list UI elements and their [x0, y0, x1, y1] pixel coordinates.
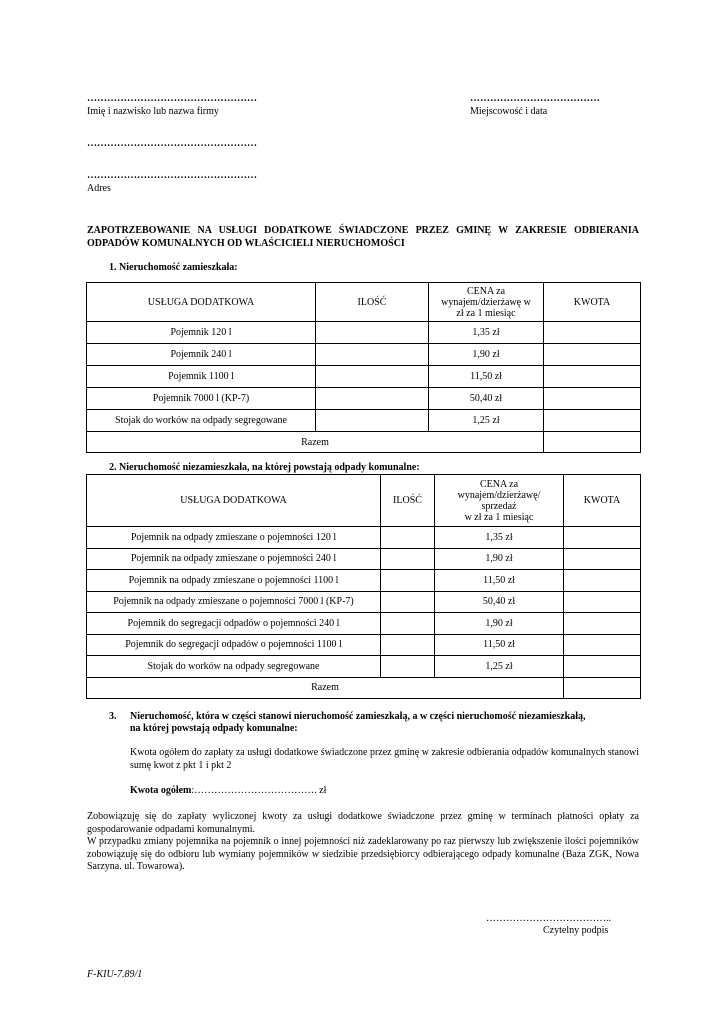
price-cell: 11,50 zł	[435, 570, 564, 592]
section2-header-row	[87, 475, 641, 527]
service-cell: Stojak do worków na odpady segregowane	[87, 656, 381, 678]
service-cell: Pojemnik do segregacji odpadów o pojemności 240 l	[87, 613, 381, 635]
table-row	[87, 322, 641, 344]
name-label: Imię i nazwisko lub nazwa firmy	[87, 106, 219, 117]
qty-cell[interactable]	[316, 322, 429, 344]
amount-cell[interactable]	[544, 344, 641, 366]
qty-cell[interactable]	[381, 527, 435, 549]
qty-cell[interactable]	[381, 570, 435, 592]
section1-col-amount: KWOTA	[544, 283, 641, 322]
amount-cell[interactable]	[564, 527, 641, 549]
section1-total-row	[87, 432, 641, 453]
section1-table	[86, 282, 641, 453]
price-cell: 50,40 zł	[435, 591, 564, 613]
service-cell: Pojemnik na odpady zmieszane o pojemności 1100 l	[87, 570, 381, 592]
price-cell: 1,35 zł	[429, 322, 544, 344]
name-dots: ……………………………………………	[87, 93, 257, 104]
address-dots-1: ……………………………………………	[87, 138, 257, 149]
price-cell: 1,90 zł	[435, 613, 564, 635]
service-cell: Pojemnik 240 l	[87, 344, 316, 366]
table-row	[87, 570, 641, 592]
service-cell: Pojemnik na odpady zmieszane o pojemności 240 l	[87, 548, 381, 570]
amount-cell[interactable]	[544, 366, 641, 388]
amount-cell[interactable]	[544, 410, 641, 432]
qty-cell[interactable]	[381, 548, 435, 570]
service-cell: Pojemnik na odpady zmieszane o pojemności 120 l	[87, 527, 381, 549]
section1-heading: 1. Nieruchomość zamieszkała:	[109, 262, 238, 273]
qty-cell[interactable]	[316, 410, 429, 432]
amount-cell[interactable]	[564, 613, 641, 635]
qty-cell[interactable]	[381, 591, 435, 613]
section3-text: Kwota ogółem do zapłaty za usługi dodatkowe świadczone przez gminę w zakresie odbierania odpadów komunalnych stanowi sumę kwot z pkt 1 i pkt 2	[130, 747, 639, 771]
amount-cell[interactable]	[564, 591, 641, 613]
total-label: Kwota ogółem	[130, 785, 192, 796]
qty-cell[interactable]	[381, 634, 435, 656]
address-dots-2: ……………………………………………	[87, 170, 257, 181]
total-amount-cell[interactable]	[544, 432, 641, 453]
table-row	[87, 388, 641, 410]
place-date-label: Miejscowość i data	[470, 106, 548, 117]
table-row	[87, 634, 641, 656]
price-cell: 1,35 zł	[435, 527, 564, 549]
section1-header-row	[87, 283, 641, 322]
price-cell: 1,90 zł	[435, 548, 564, 570]
section2-col-qty: ILOŚĆ	[381, 475, 435, 527]
section3-total	[130, 785, 326, 797]
table-row	[87, 591, 641, 613]
total-label: Razem	[87, 432, 544, 453]
section2-table	[86, 474, 641, 699]
table-row	[87, 410, 641, 432]
section3-heading-line2: na której powstają odpady komunalne:	[130, 723, 298, 734]
table-row	[87, 548, 641, 570]
service-cell: Stojak do worków na odpady segregowane	[87, 410, 316, 432]
qty-cell[interactable]	[316, 344, 429, 366]
section2-heading: 2. Nieruchomość niezamieszkała, na której powstają odpady komunalne:	[109, 462, 420, 473]
table-row	[87, 527, 641, 549]
table-row	[87, 613, 641, 635]
amount-cell[interactable]	[564, 548, 641, 570]
service-cell: Pojemnik 1100 l	[87, 366, 316, 388]
price-cell: 1,25 zł	[435, 656, 564, 678]
table-row	[87, 656, 641, 678]
service-cell: Pojemnik do segregacji odpadów o pojemności 1100 l	[87, 634, 381, 656]
price-cell: 1,90 zł	[429, 344, 544, 366]
price-cell: 50,40 zł	[429, 388, 544, 410]
declaration-container-change: W przypadku zmiany pojemnika na pojemnik o innej pojemności niż zadeklarowany po raz pierwszy lub zwiększenie ilości pojemników zobowiązuję się do odbioru lub wymiany pojemników w siedzibie przedsiębiorcy odbierającego odpady komunalne (Baza ZGK, Nowa Sarzyna. ul. Towarowa).	[87, 836, 639, 872]
section2-total-row	[87, 677, 641, 699]
signature-dots[interactable]: ………………………………..	[486, 913, 611, 924]
qty-cell[interactable]	[381, 656, 435, 678]
amount-cell[interactable]	[564, 570, 641, 592]
table-row	[87, 344, 641, 366]
section1-col-price: CENA za wynajem/dzierżawę w zł za 1 miesiąc	[429, 283, 544, 322]
total-label: Razem	[87, 677, 564, 699]
section1-col-qty: ILOŚĆ	[316, 283, 429, 322]
section2-col-amount: KWOTA	[564, 475, 641, 527]
price-cell: 11,50 zł	[435, 634, 564, 656]
price-cell: 11,50 zł	[429, 366, 544, 388]
section3-number: 3.	[109, 711, 117, 722]
address-label: Adres	[87, 183, 111, 194]
document-title: ZAPOTRZEBOWANIE NA USŁUGI DODATKOWE ŚWIADCZONE PRZEZ GMINĘ W ZAKRESIE ODBIERANIA ODPADÓW KOMUNALNYCH OD WŁAŚCICIELI NIERUCHOMOŚCI	[87, 225, 639, 249]
amount-cell[interactable]	[564, 656, 641, 678]
section3-heading-line1: Nieruchomość, która w części stanowi nieruchomość zamieszkałą, a w części nieruchomość niezamieszkałą,	[130, 711, 586, 722]
service-cell: Pojemnik na odpady zmieszane o pojemności 7000 l (KP-7)	[87, 591, 381, 613]
amount-cell[interactable]	[564, 634, 641, 656]
section1-col-service: USŁUGA DODATKOWA	[87, 283, 316, 322]
form-code: F-KIU-7.89/1	[87, 969, 143, 980]
price-cell: 1,25 zł	[429, 410, 544, 432]
qty-cell[interactable]	[316, 366, 429, 388]
total-value[interactable]: :………………………………. zł	[191, 785, 327, 796]
amount-cell[interactable]	[544, 322, 641, 344]
table-row	[87, 366, 641, 388]
total-amount-cell[interactable]	[564, 677, 641, 699]
place-date-dots: …………………………………	[470, 93, 600, 104]
service-cell: Pojemnik 120 l	[87, 322, 316, 344]
declaration-payment: Zobowiązuję się do zapłaty wyliczonej kwoty za usługi dodatkowe świadczone przez gminę w terminach płatności opłaty za gospodarowanie odpadami komunalnymi.	[87, 811, 639, 835]
signature-label: Czytelny podpis	[543, 925, 609, 936]
section2-col-service: USŁUGA DODATKOWA	[87, 475, 381, 527]
qty-cell[interactable]	[316, 388, 429, 410]
section2-col-price: CENA za wynajem/dzierżawę/ sprzedaż w zł za 1 miesiąc	[435, 475, 564, 527]
service-cell: Pojemnik 7000 l (KP-7)	[87, 388, 316, 410]
qty-cell[interactable]	[381, 613, 435, 635]
amount-cell[interactable]	[544, 388, 641, 410]
